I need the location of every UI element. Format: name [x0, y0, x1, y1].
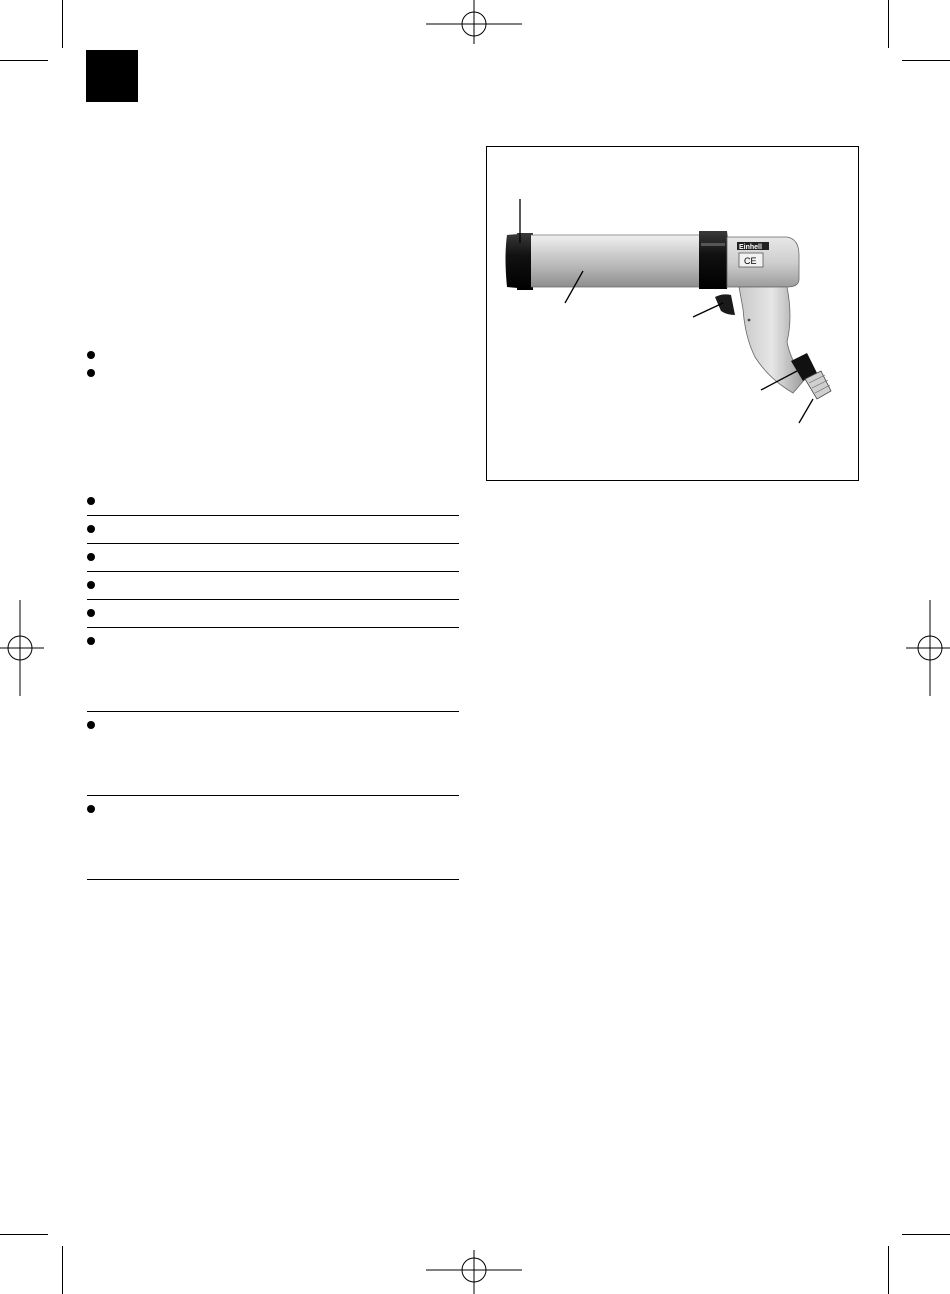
table-rule [87, 879, 459, 880]
table-rule [87, 795, 459, 796]
bullet-point [87, 369, 95, 377]
table-rule [87, 627, 459, 628]
language-tab [86, 50, 138, 102]
bullet-point [87, 721, 95, 729]
registration-mark-left [0, 600, 48, 696]
caulking-gun-icon [487, 147, 858, 480]
table-rule [87, 599, 459, 600]
bullet-point [87, 637, 95, 645]
table-rule [87, 543, 459, 544]
bullet-point [87, 609, 95, 617]
crop-mark [888, 0, 889, 48]
bullet-point [87, 525, 95, 533]
crop-mark [888, 1246, 889, 1294]
registration-mark-right [902, 600, 950, 696]
registration-mark-bottom [426, 1246, 522, 1294]
table-rule [87, 571, 459, 572]
table-rule [87, 711, 459, 712]
bullet-point [87, 553, 95, 561]
registration-mark-top [426, 0, 522, 48]
crop-mark [902, 60, 950, 61]
bullet-point [87, 351, 95, 359]
bullet-point [87, 805, 95, 813]
crop-mark [62, 0, 63, 48]
crop-mark [62, 1246, 63, 1294]
product-figure-frame [486, 146, 859, 481]
brand-label: Einhell [739, 244, 762, 251]
ce-mark: CE [744, 256, 757, 266]
crop-mark [0, 1234, 48, 1235]
crop-mark [902, 1234, 950, 1235]
crop-mark [0, 60, 48, 61]
table-rule [87, 515, 459, 516]
bullet-point [87, 497, 95, 505]
bullet-point [87, 581, 95, 589]
